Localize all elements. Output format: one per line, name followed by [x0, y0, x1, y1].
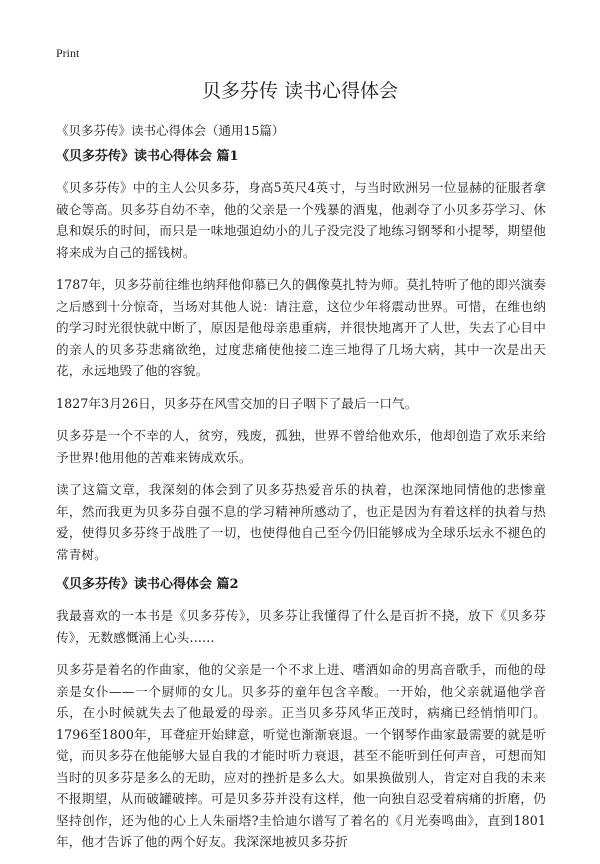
paragraph: 《贝多芬传》中的主人公贝多芬，身高5英尺4英寸，与当时欧洲另一位显赫的征服者拿破仑等高。贝多芬自幼不幸，他的父亲是一个残暴的酒鬼，他剥夺了小贝多芬学习、休息和娱乐的时间，而只是一味地强迫幼小的儿子没完没了地练习钢琴和小提琴，期望他将来成为自己的摇钱树。 [56, 180, 546, 260]
paragraph: 1787年，贝多芬前往维也纳拜他仰慕已久的偶像莫扎特为师。莫扎特听了他的即兴演奏之后感到十分惊奇，当场对其他人说：请注意，这位少年将震动世界。可惜，在维也纳的学习时光很快就中断了，原因是他母亲患重病，并很快地离开了人世，失去了心目中的亲人的贝多芬悲痛欲绝，过度悲痛使他接二连三地得了几场大病，其中一次是出天花，永远地毁了他的容貌。 [56, 277, 546, 378]
paragraph: 贝多芬是一个不幸的人，贫穷，残废，孤独，世界不曾给他欢乐，他却创造了欢乐来给予世界!他用他的苦难来铸成欢乐。 [56, 428, 546, 465]
paragraph: 读了这篇文章，我深刻的体会到了贝多芬热爱音乐的执着，也深深地同情他的悲惨童年，然而我更为贝多芬自强不息的学习精神所感动了，也正是因为有着这样的执着与热爱，使得贝多芬终于战胜了一切，也使得他自己至今仍旧能够成为全球乐坛永不褪色的常青树。 [56, 482, 546, 562]
article-body [56, 148, 546, 864]
section-heading: 《贝多芬传》读书心得体会 篇2 [56, 577, 239, 592]
paragraph: 贝多芬是着名的作曲家，他的父亲是一个不求上进、嗜酒如命的男高音歌手，而他的母亲是女仆——一个厨师的女儿。贝多芬的童年包含辛酸。一开始，他父亲就逼他学音乐，在小时候就失去了他最爱的母亲。正当贝多芬风华正茂时，病痛已经悄悄叩门。1796至1800年，耳聋症开始肆意，听觉也渐渐衰退。一个钢琴作曲家最需要的就是听觉，而贝多芬在他能够大显自我的才能时听力衰退，甚至不能听到任何声音，可想而知当时的贝多芬是多么的无助，应对的挫折是多么大。如果换做别人，肯定对自我的未来不报期望，从而破罐破摔。可是贝多芬并没有这样，他一向独自忍受着病痛的折磨，仍坚持创作，还为他的心上人朱丽塔?圭恰迪尔谱写了着名的《月光奏鸣曲》，直到1801年，他才告诉了他的两个好友。我深深地被贝多芬折 [56, 662, 546, 849]
document-subtitle: 《贝多芬传》读书心得体会（通用15篇） [56, 123, 285, 138]
paragraph: 我最喜欢的一本书是《贝多芬传》，贝多芬让我懂得了什么是百折不挠，放下《贝多芬传》，无数感慨涌上心头…… [56, 608, 546, 645]
page-title: 贝多芬传 读书心得体会 [201, 80, 399, 102]
paragraph: 1827年3月26日，贝多芬在风雪交加的日子咽下了最后一口气。 [56, 395, 418, 411]
print-link[interactable]: Print [56, 46, 80, 60]
section-heading: 《贝多芬传》读书心得体会 篇1 [56, 149, 239, 164]
